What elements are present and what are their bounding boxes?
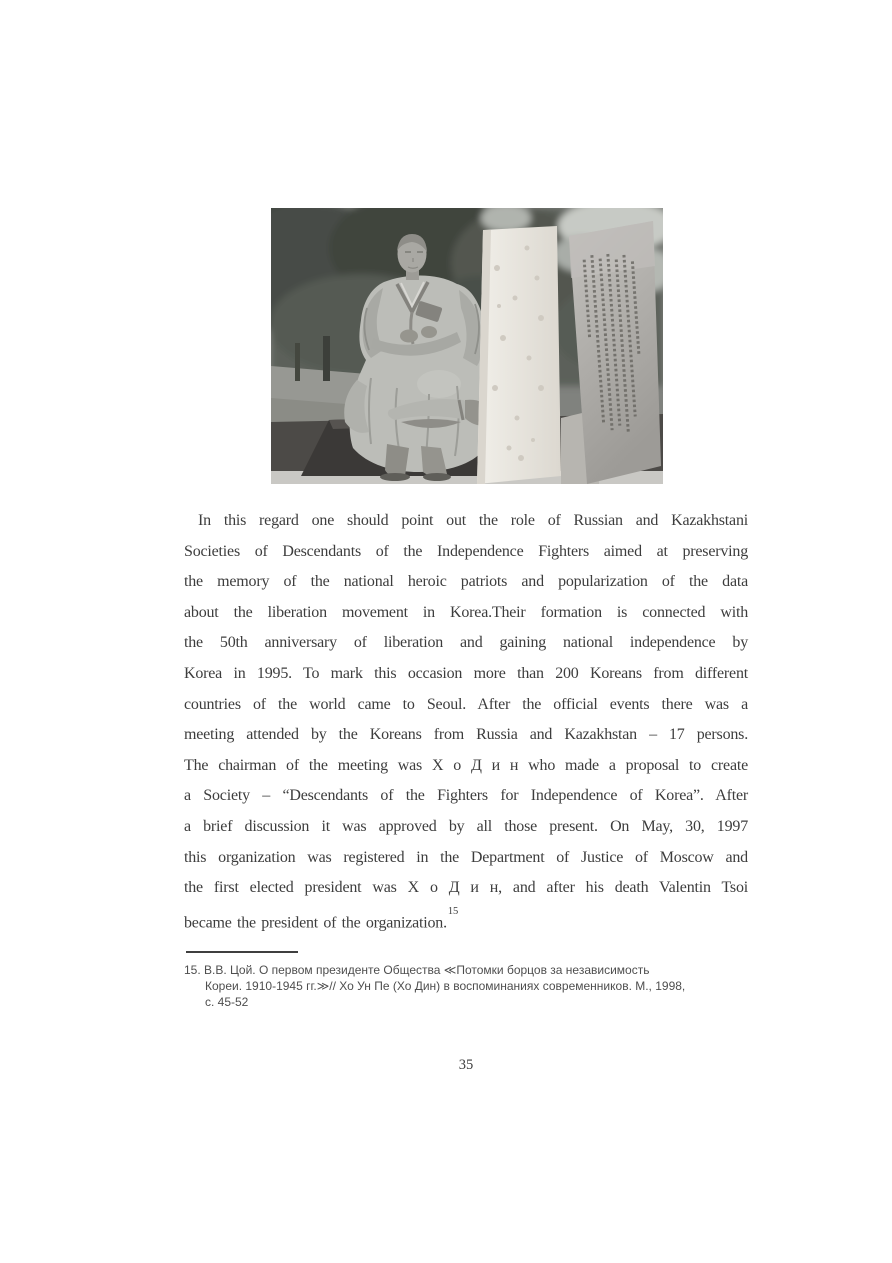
footnote-15 — [184, 951, 784, 1010]
body-text-line: countries of the world came to Seoul. After the official events there was a — [184, 695, 748, 713]
body-text: became the president of the organization. — [184, 914, 447, 932]
body-text-line: this organization was registered in the Department of Justice of Moscow and — [184, 848, 748, 866]
body-paragraph — [184, 506, 748, 934]
footnote-ref: 15 — [447, 905, 459, 917]
body-text-line: In this regard one should point out the role of Russian and Kazakhstani — [198, 512, 748, 529]
monument-photo — [271, 208, 663, 484]
footnote-line: Кореи. 1910-1945 гг.≫// Хо Ун Пе (Хо Дин) в воспоминаниях современников. М., 1998, — [205, 979, 686, 993]
footnote-line: 15. В.В. Цой. О первом президенте Общества ≪Потомки борцов за независимость — [184, 963, 650, 977]
body-text-line: Korea in 1995. To mark this occasion more than 200 Koreans from different — [184, 664, 748, 682]
body-text-line: the first elected president was Х о Д и н, and after his death Valentin Tsoi — [184, 879, 748, 897]
footnote-line: с. 45-52 — [205, 995, 249, 1009]
body-text-line: a Society – “Descendants of the Fighters for Independence of Korea”. After — [184, 787, 748, 805]
white-stone-pillar — [477, 226, 561, 484]
body-text-line: Societies of Descendants of the Independence Fighters aimed at preserving — [184, 542, 748, 560]
body-text-line: the memory of the national heroic patriots and popularization of the data — [184, 573, 748, 591]
monument-photo-graphic — [271, 208, 663, 484]
body-text-line: the 50th anniversary of liberation and gaining national independence by — [184, 634, 748, 652]
footnote-divider — [186, 951, 298, 953]
body-text-line-last — [184, 904, 748, 935]
body-lines — [184, 506, 748, 904]
body-text-line: The chairman of the meeting was Х о Д и н who made a proposal to create — [184, 756, 748, 774]
body-text-line: about the liberation movement in Korea.Their formation is connected with — [184, 603, 748, 621]
body-text-line: a brief discussion it was approved by all those present. On May, 30, 1997 — [184, 817, 748, 835]
body-text-line: meeting attended by the Koreans from Russia and Kazakhstan – 17 persons. — [184, 726, 748, 744]
page-number: 35 — [458, 1057, 474, 1073]
footnote-lines — [184, 962, 784, 1010]
